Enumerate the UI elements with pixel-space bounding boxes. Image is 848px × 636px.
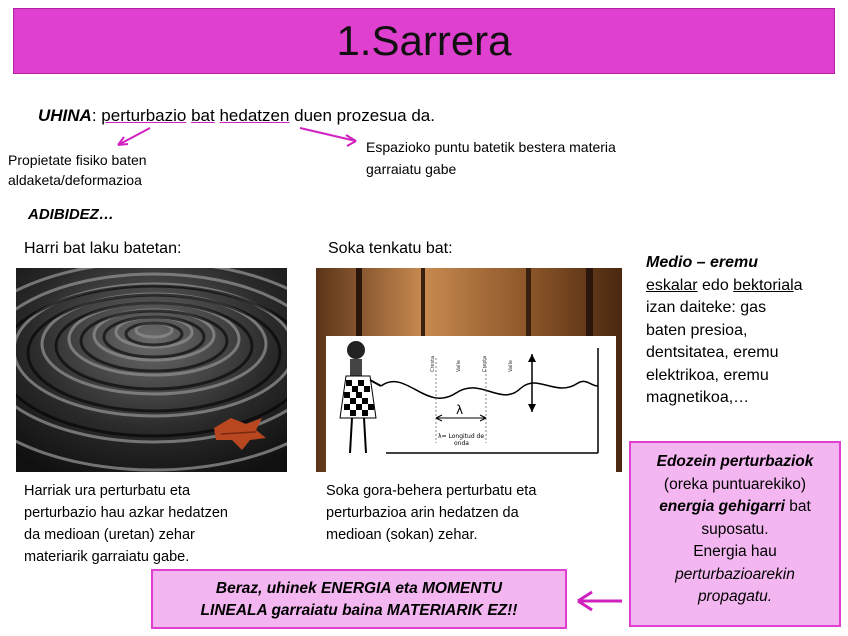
medio-title: Medio – eremu [646,254,759,271]
definition-term: UHINA [38,106,92,125]
definition-word-bat: bat [191,106,215,125]
example1-description: Harriak ura perturbatu eta perturbazio hau azkar hedatzen da medioan (uretan) zehar materiarik garraiatu gabe. [24,483,228,565]
medio-text: Medio – eremu eskalar edo bektoriala izan daiteke: gas baten presioa, dentsitatea, eremu elektrikoa, eremu magnetikoa,… [646,252,841,410]
definition-word-hedatzen: hedatzen [219,106,290,125]
arrow-left-line [118,128,150,145]
label-cresta-1: Cresta [430,355,436,372]
example2-description: Soka gora-behera perturbatu eta perturbazioa arin hedatzen da medioan (sokan) zehar. [326,483,537,543]
label-lambda: λ [456,403,464,417]
page-title: 1.Sarrera [336,17,512,64]
example1-caption: Harri bat laku batetan: [24,240,182,257]
example2-caption: Soka tenkatu bat: [328,240,453,257]
label-lambda-desc-1: λ= Longitud de [438,433,485,440]
energy-box: Edozein perturbaziok (oreka puntuarekiko) energia gehigarri bat suposatu. Energia hau perturbazioarekin propagatu. [629,441,841,627]
note-left: Propietate fisiko baten aldaketa/deformazioa [8,152,147,188]
label-valle-1: Valle [456,360,462,372]
label-valle-2: Valle [508,360,514,372]
definition: UHINA: perturbazio bat hedatzen duen prozesua da. [38,106,435,125]
water-ripples-image [16,268,287,472]
conclusion-box: Beraz, uhinek ENERGIA eta MOMENTU LINEALA garraiatu baina MATERIARIK EZ!! [151,569,567,629]
arrow-right-line [300,128,356,141]
label-lambda-desc-2: onda [454,440,469,447]
definition-word-perturbazio: perturbazio [101,106,187,125]
label-cresta-2: Cresta [482,355,488,372]
note-right: Espazioko puntu batetik bestera materia garraiatu gabe [366,139,616,177]
examples-label: ADIBIDEZ… [28,206,114,223]
rope-wave-image [316,268,622,472]
